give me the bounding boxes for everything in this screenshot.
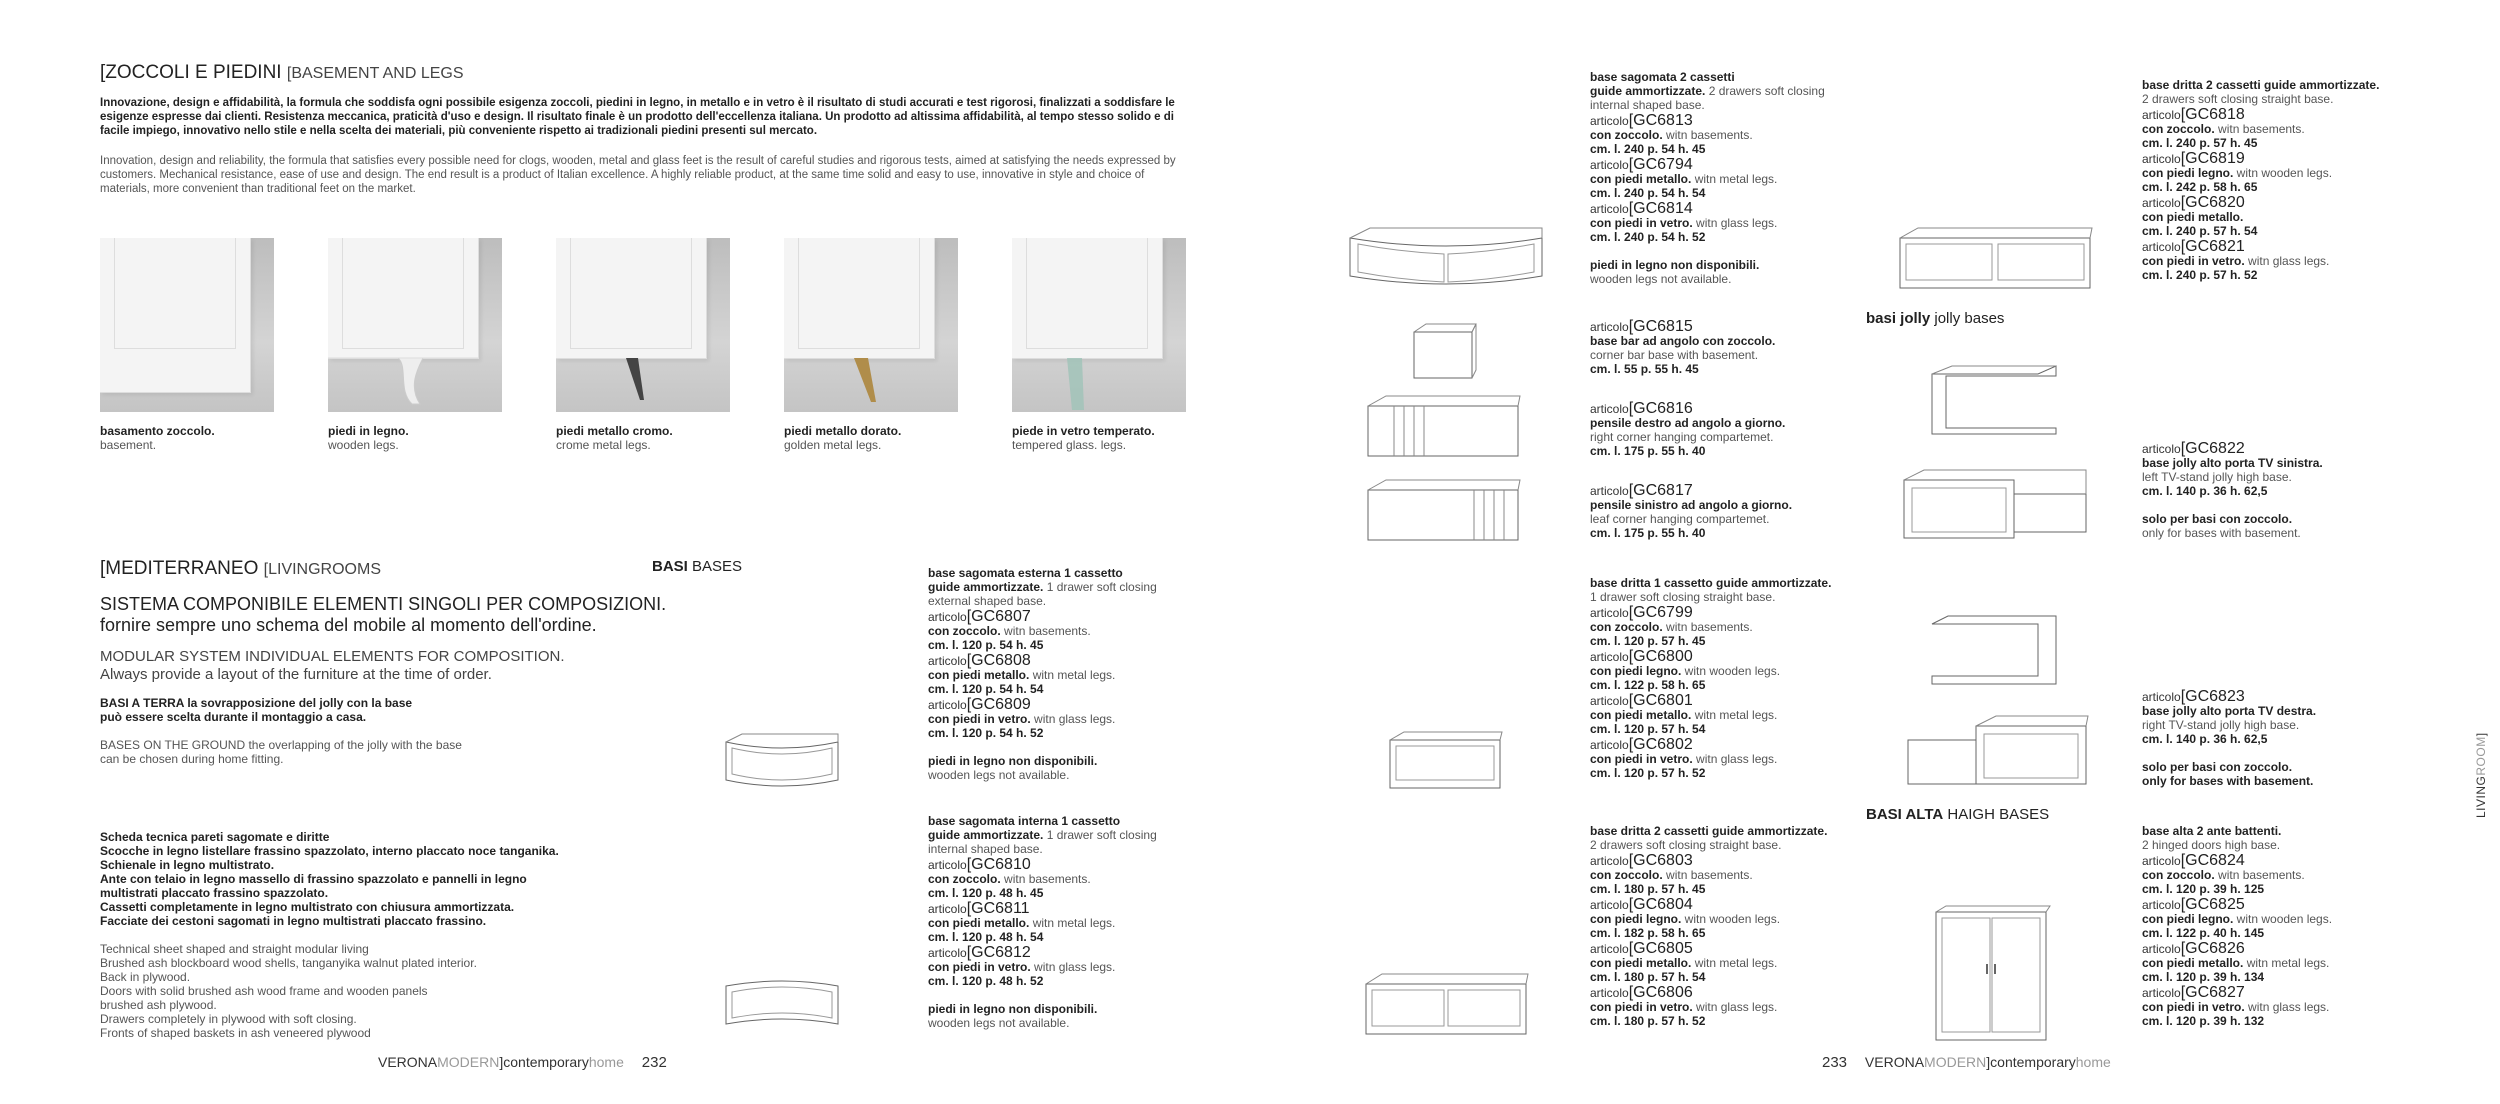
item-desc-en: witn basements.	[1662, 620, 1753, 634]
zoccoli-para-it: Innovazione, design e affidabilità, la formula che soddisfa ogni possibile esigenza zoccoli, piedini in legno, in metallo e in vetro è il risultato di studi accurati e test rigorosi, finalizzati a soddisfare le esigenze espresse dai clienti. Resistenza meccanica, praticità d'uso e design. Il risultato finale è un prodotto dell'eccellenza italiana. Un prodotto ad altissima affidabilità, al tempo stesso solido e di facile impiego, innovativo nello stile e nella scelta dei materiali, più conveniente rispetto ai tradizionali piedini presenti sul mercato.	[100, 97, 1175, 137]
item-dim: cm. l. 122 p. 40 h. 145	[2142, 926, 2265, 940]
item-desc: con zoccolo.	[2142, 122, 2215, 136]
head-it-2: fornire sempre uno schema del mobile al momento dell'ordine.	[100, 615, 597, 635]
item-dim: cm. l. 120 p. 54 h. 54	[928, 682, 1044, 696]
tile2-it: piedi in legno.	[328, 424, 409, 438]
item-desc: con piedi in vetro.	[2142, 1000, 2245, 1014]
article-code: GC6810	[971, 856, 1031, 873]
item-dim: cm. l. 120 p. 39 h. 125	[2142, 882, 2265, 896]
item-desc: con piedi in vetro.	[928, 712, 1031, 726]
item-desc: con piedi metallo.	[928, 668, 1030, 682]
item-dim: cm. l. 140 p. 36 h. 62,5	[2142, 484, 2268, 498]
side-label-a: LIVING	[2474, 775, 2488, 818]
block-heading-en: 2 drawers soft closing straight base.	[2142, 92, 2334, 106]
item-dim: cm. l. 242 p. 58 h. 65	[2142, 180, 2258, 194]
item-dim: cm. l. 120 p. 48 h. 54	[928, 930, 1044, 944]
article-code: GC6803	[1633, 852, 1693, 869]
note-it: piedi in legno non disponibili.	[928, 754, 1098, 768]
note-en: wooden legs not available.	[928, 1016, 1070, 1030]
page-number: 233	[1822, 1054, 1848, 1071]
articolo-label: articolo	[928, 858, 967, 872]
footer-brand: VERONA	[1864, 1054, 1925, 1070]
note-en: only for bases with basement.	[2142, 526, 2301, 540]
article-code: GC6820	[2185, 194, 2245, 211]
zoccoli-para-en: Innovation, design and reliability, the formula that satisfies every possible need for clogs, wooden, metal and glass feet is the result of careful studies and rigorous tests, aimed at satisfying the needs expressed by customers. Mechanical resistance, ease of use and design. The end result is a product of Italian excellence. A highly reliable product, at the same time solid and easy to use, innovative in style and choice of materials, more convenient than traditional feet on the market.	[100, 155, 1176, 195]
block-heading: base dritta 2 cassetti guide ammortizzate.	[1590, 824, 1828, 838]
item-desc: con piedi metallo.	[1590, 172, 1692, 186]
article-code: GC6821	[2185, 238, 2245, 255]
block-gc6816: articolo[GC6816 pensile destro ad angolo a giorno. right corner hanging compartemet. cm. l. 175 p. 55 h. 40	[1590, 400, 1786, 458]
item-dim: cm. l. 240 p. 54 h. 54	[1590, 186, 1706, 200]
note-it: piedi in legno non disponibili.	[928, 1002, 1098, 1016]
chrome-leg-icon	[556, 356, 730, 412]
article-code: GC6808	[971, 652, 1031, 669]
articolo-label: articolo	[2142, 690, 2181, 704]
mediterraneo-title-it: MEDITERRANEO	[105, 558, 259, 579]
tech-en-line: brushed ash plywood.	[100, 998, 217, 1012]
block-heading-en: 2 hinged doors high base.	[2142, 838, 2281, 852]
item-desc-en: witn glass legs.	[2244, 254, 2330, 268]
item-desc-en: witn wooden legs.	[2233, 912, 2333, 926]
tech-en-line: Back in plywood.	[100, 970, 191, 984]
article-code: GC6819	[2185, 150, 2245, 167]
sketch-gc6815	[1410, 322, 1480, 382]
note-it: solo per basi con zoccolo.	[2142, 760, 2293, 774]
block-heading-en: 2 drawers soft closing	[1705, 84, 1825, 98]
tile-glass-legs-image	[1012, 238, 1186, 412]
article-code: GC6806	[1633, 984, 1693, 1001]
footer-left: VERONAMODERN]contemporaryhome 232	[378, 1054, 667, 1071]
tech-it-line: Scocche in legno listellare frassino spazzolato, interno placcato noce tanganika.	[100, 844, 559, 858]
side-label-b: ROOM	[2474, 736, 2488, 776]
block-gc6803: base dritta 2 cassetti guide ammortizzate. 2 drawers soft closing straight base. articolo[GC6803 con zoccolo. witn basements. cm. l. 180 p. 57 h. 45 articolo[GC6804 con piedi legno. witn wooden legs. cm. l. 182 p. 58 h. 65 articolo[GC6805 con piedi metallo. witn metal legs. cm. l. 180 p. 57 h. 54 articolo[GC6806 con piedi in vetro. witn glass legs. cm. l. 180 p. 57 h. 52	[1590, 824, 1828, 1028]
block-heading-en2: external shaped base.	[928, 594, 1047, 608]
articolo-label: articolo	[1590, 898, 1629, 912]
article-code: GC6805	[1633, 940, 1693, 957]
block-gc6817: articolo[GC6817 pensile sinistro ad angolo a giorno. leaf corner hanging compartemet. cm. l. 175 p. 55 h. 40	[1590, 482, 1793, 540]
head-en-1: MODULAR SYSTEM INDIVIDUAL ELEMENTS FOR COMPOSITION.	[100, 648, 565, 665]
sketch-gc6816	[1364, 392, 1524, 462]
tech-en-line: Technical sheet shaped and straight modular living	[100, 942, 369, 956]
article-code: GC6813	[1633, 112, 1693, 129]
item-desc-en: witn wooden legs.	[2233, 166, 2333, 180]
wooden-leg-icon	[328, 356, 502, 412]
article-code: GC6804	[1633, 896, 1693, 913]
item-desc-en: witn glass legs.	[1692, 1000, 1778, 1014]
item-dim: cm. l. 182 p. 58 h. 65	[1590, 926, 1706, 940]
article-code: GC6823	[2185, 688, 2245, 705]
item-dim: cm. l. 120 p. 54 h. 52	[928, 726, 1044, 740]
head-it-1: SISTEMA COMPONIBILE ELEMENTI SINGOLI PER COMPOSIZIONI.	[100, 594, 667, 614]
mediterraneo-title: [MEDITERRANEO [LIVINGROOMS	[100, 558, 381, 579]
articolo-label: articolo	[928, 654, 967, 668]
item-desc: con piedi legno.	[1590, 912, 1682, 926]
block-heading-b: guide ammortizzate.	[1590, 84, 1706, 98]
tile4-it: piedi metallo dorato.	[784, 424, 902, 438]
item-desc: con piedi metallo.	[1590, 956, 1692, 970]
zoccoli-title-en: BASEMENT AND LEGS	[291, 65, 464, 82]
block-heading: base sagomata 2 cassetti	[1590, 70, 1735, 84]
note-it: piedi in legno non disponibili.	[1590, 258, 1760, 272]
item-desc-en: witn glass legs.	[1030, 712, 1116, 726]
item-desc: con piedi metallo.	[2142, 210, 2244, 224]
articolo-label: articolo	[1590, 738, 1629, 752]
tile-golden-legs-image	[784, 238, 958, 412]
block-heading: base alta 2 ante battenti.	[2142, 824, 2282, 838]
item-desc: con piedi metallo.	[2142, 956, 2244, 970]
block-heading-b: guide ammortizzate.	[928, 580, 1044, 594]
item-dim: cm. l. 180 p. 57 h. 45	[1590, 882, 1706, 896]
basi-it-2: può essere scelta durante il montaggio a casa.	[100, 710, 367, 724]
zoccoli-title: [ZOCCOLI E PIEDINI [BASEMENT AND LEGS	[100, 62, 464, 83]
articolo-label: articolo	[2142, 942, 2181, 956]
basi-it-1: BASI A TERRA la sovrapposizione del jolly con la base	[100, 696, 413, 710]
item-dim: cm. l. 120 p. 57 h. 54	[1590, 722, 1706, 736]
item-desc: con piedi in vetro.	[928, 960, 1031, 974]
articolo-label: articolo	[928, 946, 967, 960]
tech-en-line: Brushed ash blockboard wood shells, tanganyika walnut plated interior.	[100, 956, 477, 970]
block-gc6799: base dritta 1 cassetto guide ammortizzate. 1 drawer soft closing straight base. articolo[GC6799 con zoccolo. witn basements. cm. l. 120 p. 57 h. 45 articolo[GC6800 con piedi legno. witn wooden legs. cm. l. 122 p. 58 h. 65 articolo[GC6801 con piedi metallo. witn metal legs. cm. l. 120 p. 57 h. 54 articolo[GC6802 con piedi in vetro. witn glass legs. cm. l. 120 p. 57 h. 52	[1590, 576, 1832, 780]
block-heading: base dritta 1 cassetto guide ammortizzate.	[1590, 576, 1832, 590]
item-desc: con zoccolo.	[928, 624, 1001, 638]
item-desc: con piedi metallo.	[1590, 708, 1692, 722]
block-heading-b: guide ammortizzate.	[928, 828, 1044, 842]
item-desc-en: witn metal legs.	[1691, 172, 1778, 186]
item-dim: cm. l. 240 p. 54 h. 52	[1590, 230, 1706, 244]
item-desc: con zoccolo.	[2142, 868, 2215, 882]
item-desc: pensile sinistro ad angolo a giorno.	[1590, 498, 1793, 512]
item-dim: cm. l. 120 p. 39 h. 134	[2142, 970, 2265, 984]
item-desc-en: witn glass legs.	[1692, 216, 1778, 230]
footer-modern: MODERN	[437, 1054, 500, 1070]
footer-home: home	[2075, 1054, 2111, 1070]
note-it: solo per basi con zoccolo.	[2142, 512, 2293, 526]
sketch-jolly-left	[1928, 364, 2060, 440]
tile5-en: tempered glass. legs.	[1012, 438, 1127, 452]
footer-home: home	[588, 1054, 624, 1070]
item-desc: con zoccolo.	[1590, 868, 1663, 882]
block-heading-en2: internal shaped base.	[928, 842, 1043, 856]
item-desc-en: leaf corner hanging compartemet.	[1590, 512, 1770, 526]
item-desc-en: witn basements.	[2214, 122, 2305, 136]
sketch-gc6803	[1362, 970, 1532, 1040]
base-sketch-external	[722, 732, 842, 792]
item-desc: con piedi in vetro.	[2142, 254, 2245, 268]
article-code: GC6807	[971, 608, 1031, 625]
article-code: GC6816	[1633, 400, 1693, 417]
page-number: 232	[641, 1054, 667, 1071]
item-desc-en: witn glass legs.	[1030, 960, 1116, 974]
article-code: GC6826	[2185, 940, 2245, 957]
item-desc: con piedi legno.	[1590, 664, 1682, 678]
item-dim: cm. l. 120 p. 48 h. 45	[928, 886, 1044, 900]
article-code: GC6827	[2185, 984, 2245, 1001]
item-dim: cm. l. 120 p. 39 h. 132	[2142, 1014, 2265, 1028]
sketch-gc6799	[1386, 730, 1506, 792]
tile-basement-image	[100, 238, 274, 412]
tile3-it: piedi metallo cromo.	[556, 424, 673, 438]
item-desc-en: witn wooden legs.	[1681, 912, 1781, 926]
item-desc: base jolly alto porta TV sinistra.	[2142, 456, 2323, 470]
item-dim: cm. l. 122 p. 58 h. 65	[1590, 678, 1706, 692]
item-dim: cm. l. 240 p. 54 h. 45	[1590, 142, 1706, 156]
articolo-label: articolo	[1590, 942, 1629, 956]
article-code: GC6812	[971, 944, 1031, 961]
item-desc-en: witn basements.	[1000, 624, 1091, 638]
basi-heading-b: BASES	[692, 558, 743, 575]
footer-brand: VERONA	[378, 1054, 438, 1070]
article-code: GC6799	[1633, 604, 1693, 621]
tech-it-line: multistrati placcato frassino spazzolato.	[100, 886, 329, 900]
note-en: only for bases with basement.	[2142, 774, 2314, 788]
jolly-heading-a: basi jolly	[1866, 310, 1931, 327]
basi-heading-a: BASI	[652, 558, 688, 575]
articolo-label: articolo	[2142, 854, 2181, 868]
tile1-it: basamento zoccolo.	[100, 424, 215, 438]
alta-heading-b: HAIGH BASES	[1947, 806, 2050, 823]
item-dim: cm. l. 175 p. 55 h. 40	[1590, 526, 1706, 540]
block-heading-en: 1 drawer soft closing straight base.	[1590, 590, 1776, 604]
item-desc-en: witn glass legs.	[1692, 752, 1778, 766]
tech-en-line: Fronts of shaped baskets in ash veneered plywood	[100, 1026, 371, 1040]
jolly-heading	[1866, 310, 2004, 327]
articolo-label: articolo	[1590, 158, 1629, 172]
footer-right: 233 VERONAMODERN]contemporaryhome	[1822, 1054, 2111, 1071]
tech-it-line: Facciate dei cestoni sagomati in legno multistrati placcato frassino.	[100, 914, 487, 928]
item-desc: con zoccolo.	[1590, 128, 1663, 142]
basi-heading	[652, 558, 742, 575]
head-en-2: Always provide a layout of the furniture at the time of order.	[100, 666, 492, 683]
item-dim: cm. l. 240 p. 57 h. 54	[2142, 224, 2258, 238]
note-en: wooden legs not available.	[1590, 272, 1732, 286]
sketch-gc6824	[1930, 904, 2052, 1044]
sketch-gc6823	[1904, 712, 2094, 792]
footer-contemporary: contemporary	[503, 1054, 589, 1070]
item-desc-en: witn metal legs.	[1029, 916, 1116, 930]
block-heading-en: 1 drawer soft closing	[1043, 828, 1157, 842]
articolo-label: articolo	[2142, 108, 2181, 122]
block-heading-en: 1 drawer soft closing	[1043, 580, 1157, 594]
articolo-label: articolo	[928, 610, 967, 624]
tech-it-line: Schienale in legno multistrato.	[100, 858, 275, 872]
sketch-gc6813	[1346, 224, 1546, 294]
sketch-gc6818	[1896, 224, 2096, 294]
block-heading-en2: internal shaped base.	[1590, 98, 1705, 112]
articolo-label: articolo	[1590, 202, 1629, 216]
articolo-label: articolo	[1590, 402, 1629, 416]
item-dim: cm. l. 180 p. 57 h. 52	[1590, 1014, 1706, 1028]
item-dim: cm. l. 120 p. 54 h. 45	[928, 638, 1044, 652]
mediterraneo-title-en: LIVINGROOMS	[268, 561, 381, 578]
item-desc-en: witn glass legs.	[2244, 1000, 2330, 1014]
item-dim: cm. l. 120 p. 48 h. 52	[928, 974, 1044, 988]
item-desc: con zoccolo.	[928, 872, 1001, 886]
side-label: LIVINGROOM]	[2474, 732, 2488, 818]
block-heading: base sagomata esterna 1 cassetto	[928, 566, 1123, 580]
article-code: GC6801	[1633, 692, 1693, 709]
block-gc6824: base alta 2 ante battenti. 2 hinged doors high base. articolo[GC6824 con zoccolo. witn basements. cm. l. 120 p. 39 h. 125 articolo[GC6825 con piedi legno. witn wooden legs. cm. l. 122 p. 40 h. 145 articolo[GC6826 con piedi metallo. witn metal legs. cm. l. 120 p. 39 h. 134 articolo[GC6827 con piedi in vetro. witn glass legs. cm. l. 120 p. 39 h. 132	[2142, 824, 2333, 1028]
sketch-gc6822	[1900, 468, 2090, 544]
item-dim: cm. l. 240 p. 57 h. 52	[2142, 268, 2258, 282]
item-desc-en: left TV-stand jolly high base.	[2142, 470, 2292, 484]
glass-leg-icon	[1012, 356, 1186, 412]
block-gc6807: base sagomata esterna 1 cassetto guide ammortizzate. 1 drawer soft closing external shaped base. articolo[GC6807 con zoccolo. witn basements. cm. l. 120 p. 54 h. 45 articolo[GC6808 con piedi metallo. witn metal legs. cm. l. 120 p. 54 h. 54 articolo[GC6809 con piedi in vetro. witn glass legs. cm. l. 120 p. 54 h. 52 piedi in legno non disponibili. wooden legs not available.	[928, 566, 1157, 782]
note-en: wooden legs not available.	[928, 768, 1070, 782]
tile5-it: piede in vetro temperato.	[1012, 424, 1155, 438]
article-code: GC6822	[2185, 440, 2245, 457]
footer-modern: MODERN	[1924, 1054, 1987, 1070]
articolo-label: articolo	[1590, 986, 1629, 1000]
item-desc: con piedi legno.	[2142, 166, 2234, 180]
tile1-en: basement.	[100, 438, 157, 452]
item-desc-en: witn basements.	[1662, 128, 1753, 142]
article-code: GC6824	[2185, 852, 2245, 869]
item-desc-en: corner bar base with basement.	[1590, 348, 1759, 362]
sketch-gc6817	[1364, 476, 1524, 546]
article-code: GC6811	[971, 900, 1030, 917]
articolo-label: articolo	[1590, 114, 1629, 128]
item-desc: base jolly alto porta TV destra.	[2142, 704, 2317, 718]
articolo-label: articolo	[2142, 898, 2181, 912]
block-gc6815: articolo[GC6815 base bar ad angolo con zoccolo. corner bar base with basement. cm. l. 55 p. 55 h. 45	[1590, 318, 1776, 376]
tile-chrome-legs-image	[556, 238, 730, 412]
article-code: GC6815	[1633, 318, 1693, 335]
item-desc-en: witn metal legs.	[1691, 708, 1778, 722]
item-desc-en: witn basements.	[1000, 872, 1091, 886]
tech-en-line: Doors with solid brushed ash wood frame and wooden panels	[100, 984, 428, 998]
articolo-label: articolo	[1590, 320, 1629, 334]
item-desc-en: right TV-stand jolly high base.	[2142, 718, 2300, 732]
item-desc-en: witn metal legs.	[1029, 668, 1116, 682]
block-gc6813: base sagomata 2 cassetti guide ammortizzate. 2 drawers soft closing internal shaped base. articolo[GC6813 con zoccolo. witn basements. cm. l. 240 p. 54 h. 45 articolo[GC6794 con piedi metallo. witn metal legs. cm. l. 240 p. 54 h. 54 articolo[GC6814 con piedi in vetro. witn glass legs. cm. l. 240 p. 54 h. 52 piedi in legno non disponibili. wooden legs not available.	[1590, 70, 1825, 286]
article-code: GC6817	[1633, 482, 1693, 499]
article-code: GC6809	[971, 696, 1031, 713]
item-desc: con zoccolo.	[1590, 620, 1663, 634]
tech-it	[100, 830, 559, 928]
item-desc-en: witn wooden legs.	[1681, 664, 1781, 678]
articolo-label: articolo	[2142, 152, 2181, 166]
block-heading: base dritta 2 cassetti guide ammortizzate.	[2142, 78, 2380, 92]
article-code: GC6794	[1633, 156, 1693, 173]
golden-leg-icon	[784, 356, 958, 412]
tile-wooden-legs-image	[328, 238, 502, 412]
block-heading-en: 2 drawers soft closing straight base.	[1590, 838, 1782, 852]
article-code: GC6814	[1633, 200, 1693, 217]
base-sketch-internal	[722, 976, 842, 1036]
item-dim: cm. l. 140 p. 36 h. 62,5	[2142, 732, 2268, 746]
jolly-heading-b: jolly bases	[1934, 310, 2005, 327]
item-dim: cm. l. 55 p. 55 h. 45	[1590, 362, 1699, 376]
tech-it-line: Ante con telaio in legno massello di frassino spazzolato e pannelli in legno	[100, 872, 527, 886]
item-dim: cm. l. 180 p. 57 h. 54	[1590, 970, 1706, 984]
item-desc: con piedi metallo.	[928, 916, 1030, 930]
tile3-en: crome metal legs.	[556, 438, 651, 452]
item-desc: base bar ad angolo con zoccolo.	[1590, 334, 1776, 348]
item-desc-en: witn basements.	[1662, 868, 1753, 882]
item-dim: cm. l. 120 p. 57 h. 45	[1590, 634, 1706, 648]
item-desc: con piedi in vetro.	[1590, 216, 1693, 230]
block-gc6810: base sagomata interna 1 cassetto guide ammortizzate. 1 drawer soft closing internal shaped base. articolo[GC6810 con zoccolo. witn basements. cm. l. 120 p. 48 h. 45 articolo[GC6811 con piedi metallo. witn metal legs. cm. l. 120 p. 48 h. 54 articolo[GC6812 con piedi in vetro. witn glass legs. cm. l. 120 p. 48 h. 52 piedi in legno non disponibili. wooden legs not available.	[928, 814, 1157, 1030]
articolo-label: articolo	[928, 698, 967, 712]
articolo-label: articolo	[2142, 442, 2181, 456]
articolo-label: articolo	[1590, 484, 1629, 498]
article-code: GC6802	[1633, 736, 1693, 753]
tech-it-line: Scheda tecnica pareti sagomate e diritte	[100, 830, 330, 844]
alta-heading-a: BASI ALTA	[1866, 806, 1944, 823]
item-desc: con piedi in vetro.	[1590, 1000, 1693, 1014]
tile2-en: wooden legs.	[328, 438, 399, 452]
tech-en-line: Drawers completely in plywood with soft closing.	[100, 1012, 357, 1026]
item-desc-en: witn metal legs.	[2243, 956, 2330, 970]
sketch-jolly-right	[1928, 610, 2060, 690]
articolo-label: articolo	[1590, 854, 1629, 868]
tech-en	[100, 942, 477, 1040]
basi-en-2: can be chosen during home fitting.	[100, 752, 284, 766]
item-dim: cm. l. 120 p. 57 h. 52	[1590, 766, 1706, 780]
articolo-label: articolo	[928, 902, 967, 916]
footer-contemporary: contemporary	[1990, 1054, 2076, 1070]
tech-it-line: Cassetti completamente in legno multistrato con chiusura ammortizzata.	[100, 900, 515, 914]
basi-en-1: BASES ON THE GROUND the overlapping of the jolly with the base	[100, 738, 462, 752]
block-gc6822: articolo[GC6822 base jolly alto porta TV sinistra. left TV-stand jolly high base. cm. l. 140 p. 36 h. 62,5 solo per basi con zoccolo. only for bases with basement.	[2142, 440, 2323, 540]
item-desc: con piedi legno.	[2142, 912, 2234, 926]
item-desc-en: witn basements.	[2214, 868, 2305, 882]
articolo-label: articolo	[2142, 196, 2181, 210]
article-code: GC6800	[1633, 648, 1693, 665]
zoccoli-title-it: ZOCCOLI E PIEDINI	[105, 62, 282, 83]
articolo-label: articolo	[1590, 650, 1629, 664]
articolo-label: articolo	[2142, 986, 2181, 1000]
tile4-en: golden metal legs.	[784, 438, 882, 452]
articolo-label: articolo	[2142, 240, 2181, 254]
item-dim: cm. l. 240 p. 57 h. 45	[2142, 136, 2258, 150]
item-desc-en: right corner hanging compartemet.	[1590, 430, 1774, 444]
alta-heading	[1866, 806, 2049, 823]
block-gc6818: base dritta 2 cassetti guide ammortizzate. 2 drawers soft closing straight base. articolo[GC6818 con zoccolo. witn basements. cm. l. 240 p. 57 h. 45 articolo[GC6819 con piedi legno. witn wooden legs. cm. l. 242 p. 58 h. 65 articolo[GC6820 con piedi metallo. cm. l. 240 p. 57 h. 54 articolo[GC6821 con piedi in vetro. witn glass legs. cm. l. 240 p. 57 h. 52	[2142, 78, 2380, 282]
item-desc-en: witn metal legs.	[1691, 956, 1778, 970]
block-gc6823: articolo[GC6823 base jolly alto porta TV destra. right TV-stand jolly high base. cm. l. 140 p. 36 h. 62,5 solo per basi con zoccolo. only for bases with basement.	[2142, 688, 2317, 788]
articolo-label: articolo	[1590, 606, 1629, 620]
articolo-label: articolo	[1590, 694, 1629, 708]
block-heading: base sagomata interna 1 cassetto	[928, 814, 1121, 828]
item-desc: pensile destro ad angolo a giorno.	[1590, 416, 1786, 430]
item-dim: cm. l. 175 p. 55 h. 40	[1590, 444, 1706, 458]
article-code: GC6825	[2185, 896, 2245, 913]
item-desc: con piedi in vetro.	[1590, 752, 1693, 766]
article-code: GC6818	[2185, 106, 2245, 123]
